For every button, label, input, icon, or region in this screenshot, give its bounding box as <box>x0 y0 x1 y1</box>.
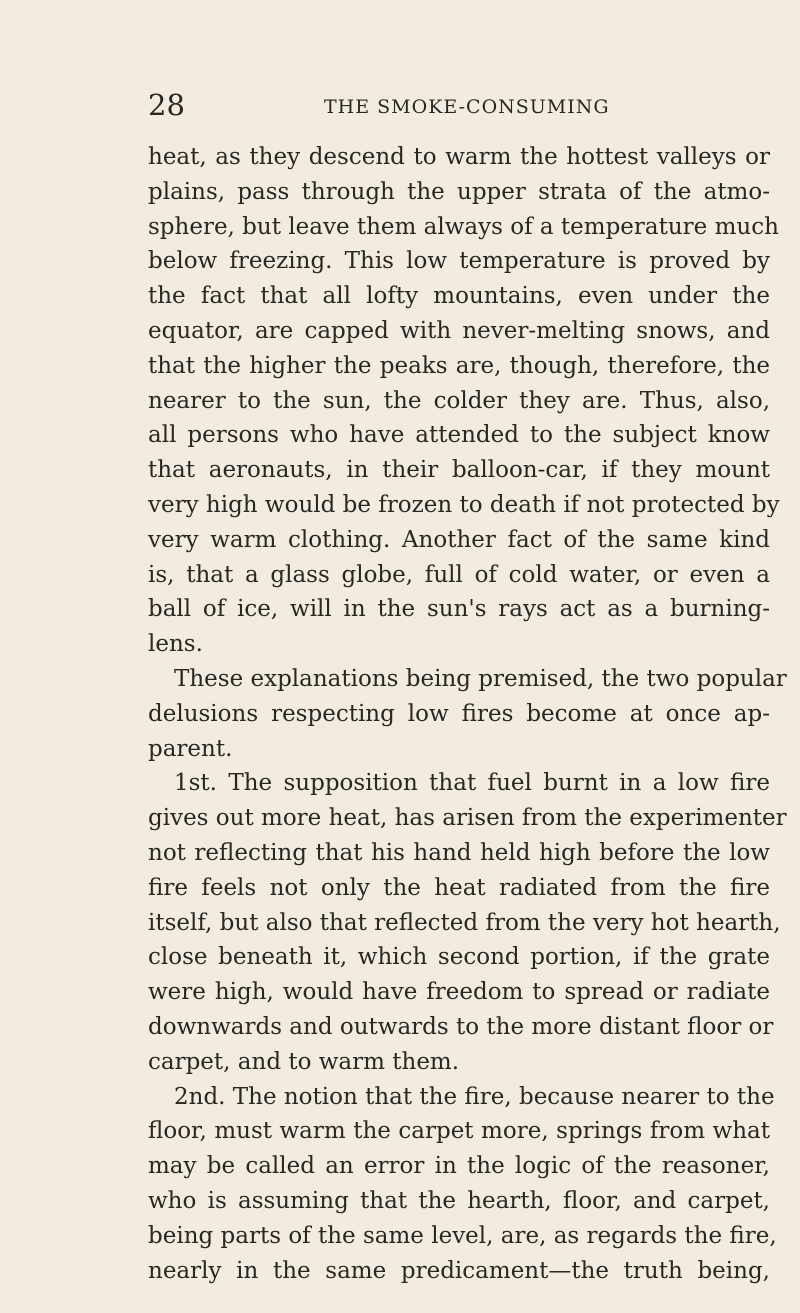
running-head: THE SMOKE-CONSUMING <box>324 96 610 118</box>
text-line: lens. <box>148 631 203 658</box>
text-line: who is assuming that the hearth, floor, and carpet, <box>148 1187 770 1214</box>
text-line: the fact that all lofty mountains, even under the <box>148 283 770 310</box>
text-line: were high, would have freedom to spread or radiate <box>148 979 770 1006</box>
text-line: sphere, but leave them always of a temperature much <box>148 213 779 240</box>
text-line: plains, pass through the upper strata of the atmo- <box>148 178 770 205</box>
text-line: close beneath it, which second portion, if the grate <box>148 944 770 971</box>
text-line: that aeronauts, in their balloon-car, if they mount <box>148 457 770 484</box>
text-line: not reflecting that his hand held high before the low <box>148 839 770 866</box>
text-line: heat, as they descend to warm the hottest valleys or <box>148 144 770 170</box>
text-line: fire feels not only the heat radiated from the fire <box>148 874 770 901</box>
page-number: 28 <box>148 88 185 122</box>
text-line: very warm clothing. Another fact of the same kind <box>148 526 770 553</box>
text-line: downwards and outwards to the more distant floor or <box>148 1013 774 1040</box>
text-line: equator, are capped with never-melting snows, and <box>148 317 770 344</box>
text-line: nearer to the sun, the colder they are. Thus, also, <box>148 387 770 414</box>
text-line: floor, must warm the carpet more, springs from what <box>148 1118 770 1145</box>
text-line: ball of ice, will in the sun's rays act as a burning- <box>148 596 770 623</box>
text-line: gives out more heat, has arisen from the experimenter <box>148 805 787 832</box>
text-line: These explanations being premised, the two popular <box>174 665 787 692</box>
page-header <box>148 88 768 124</box>
text-line: carpet, and to warm them. <box>148 1048 460 1075</box>
text-line: may be called an error in the logic of the reasoner, <box>148 1153 770 1180</box>
text-line: very high would be frozen to death if not protected by <box>148 491 780 518</box>
text-line: parent. <box>148 735 233 762</box>
text-line: nearly in the same predicament—the truth being, <box>148 1257 770 1284</box>
text-line: itself, but also that reflected from the very hot hearth, <box>148 909 781 936</box>
text-line: being parts of the same level, are, as regards the fire, <box>148 1222 777 1249</box>
body-text <box>148 140 787 1288</box>
text-line: is, that a glass globe, full of cold water, or even a <box>148 561 770 588</box>
text-line: all persons who have attended to the subject know <box>148 422 770 449</box>
text-line: delusions respecting low fires become at once ap- <box>148 700 770 727</box>
text-line: below freezing. This low temperature is proved by <box>148 248 770 275</box>
text-line: 1st. The supposition that fuel burnt in a low fire <box>174 770 770 797</box>
text-line: that the higher the peaks are, though, therefore, the <box>148 352 770 379</box>
text-line: 2nd. The notion that the fire, because nearer to the <box>174 1083 775 1110</box>
